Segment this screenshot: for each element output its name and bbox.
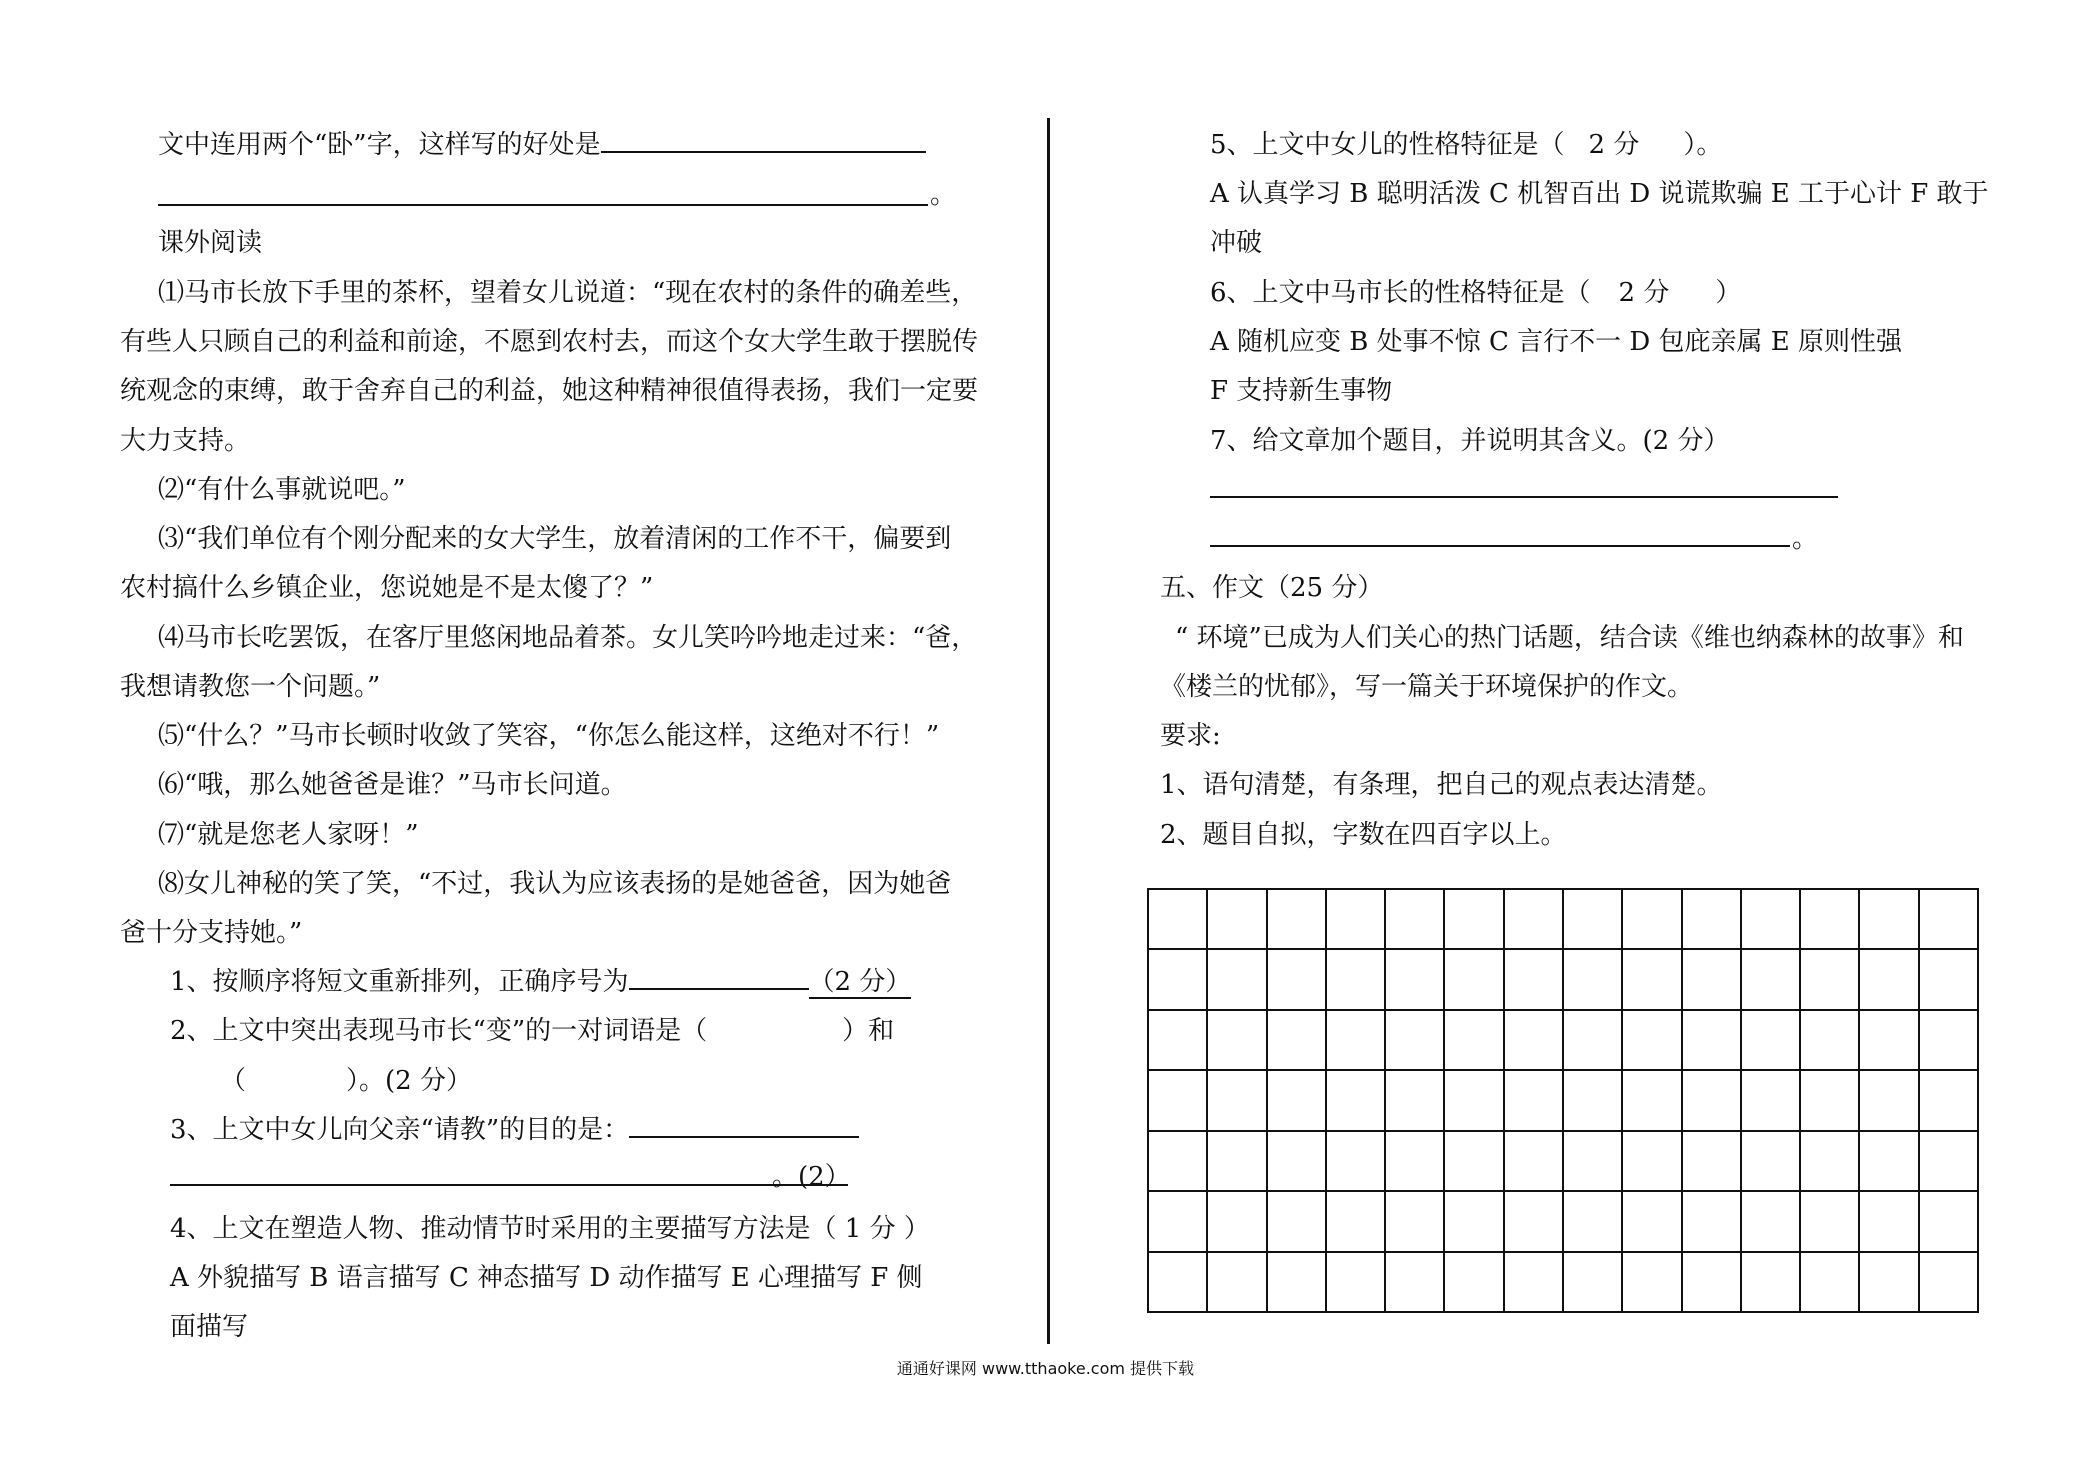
grid-cell: [1860, 890, 1919, 950]
grid-cell: [1742, 890, 1801, 950]
column-divider: [1047, 118, 1050, 1344]
grid-cell: [1208, 1132, 1267, 1192]
left-line-1: 文中连用两个“卧”字，这样写的好处是: [158, 128, 926, 162]
requirements-label: 要求:: [1160, 721, 1221, 751]
grid-cell: [1386, 1253, 1445, 1313]
grid-cell: [1683, 1071, 1742, 1131]
grid-cell: [1683, 890, 1742, 950]
answer-blank: [629, 1114, 859, 1138]
grid-cell: [1860, 1132, 1919, 1192]
grid-cell: [1801, 890, 1860, 950]
grid-cell: [1564, 1011, 1623, 1071]
question-5: 5、上文中女儿的性格特征是（ 2 分 ）。: [1210, 130, 1723, 160]
grid-cell: [1920, 890, 1979, 950]
grid-cell: [1149, 1132, 1208, 1192]
section-extracurricular-reading: 课外阅读: [158, 228, 263, 258]
grid-cell: [1623, 1132, 1682, 1192]
passage-p4-b: 我想请教您一个问题。”: [120, 672, 381, 702]
grid-cell: [1742, 1192, 1801, 1252]
grid-cell: [1505, 1253, 1564, 1313]
grid-cell: [1386, 1011, 1445, 1071]
question-5-options-cont: 冲破: [1210, 228, 1263, 258]
question-4-options-cont: 面描写: [170, 1312, 249, 1342]
grid-cell: [1623, 890, 1682, 950]
question-6-options-cont: F 支持新生事物: [1210, 376, 1393, 406]
answer-blank: [170, 1184, 848, 1186]
grid-cell: [1268, 1192, 1327, 1252]
passage-p5: ⑸“什么？”马市长顿时收敛了笑容，“你怎么能这样，这绝对不行！”: [158, 721, 940, 751]
grid-cell: [1505, 1132, 1564, 1192]
grid-cell: [1920, 1132, 1979, 1192]
grid-cell: [1683, 1192, 1742, 1252]
grid-cell: [1386, 1071, 1445, 1131]
grid-cell: [1149, 1192, 1208, 1252]
grid-cell: [1208, 1192, 1267, 1252]
section-5-composition: 五、作文（25 分）: [1160, 573, 1384, 603]
grid-cell: [1208, 950, 1267, 1010]
question-2-cont: （ ）。(2 分）: [220, 1066, 472, 1096]
grid-cell: [1505, 950, 1564, 1010]
grid-cell: [1327, 1071, 1386, 1131]
passage-p8-a: ⑻女儿神秘的笑了笑，“不过，我认为应该表扬的是她爸爸，因为她爸: [158, 869, 952, 899]
composition-prompt-2: 《楼兰的忧郁》，写一篇关于环境保护的作文。: [1160, 672, 1694, 702]
grid-cell: [1505, 1011, 1564, 1071]
passage-p1-c: 统观念的束缚，敢于舍弃自己的利益，她这种精神很值得表扬，我们一定要: [120, 376, 979, 406]
grid-cell: [1505, 890, 1564, 950]
grid-cell: [1505, 1192, 1564, 1252]
question-7-end: 。: [1792, 524, 1819, 554]
grid-cell: [1920, 1011, 1979, 1071]
grid-cell: [1327, 950, 1386, 1010]
grid-cell: [1445, 1253, 1504, 1313]
question-6-options: A 随机应变 B 处事不惊 C 言行不一 D 包庇亲属 E 原则性强: [1210, 327, 1902, 357]
grid-cell: [1327, 1253, 1386, 1313]
question-1: 1、按顺序将短文重新排列，正确序号为 （2 分）: [170, 967, 912, 997]
grid-cell: [1623, 1071, 1682, 1131]
grid-cell: [1505, 1071, 1564, 1131]
grid-cell: [1683, 1132, 1742, 1192]
question-3: 3、上文中女儿向父亲“请教”的目的是：: [170, 1113, 859, 1147]
grid-cell: [1327, 1011, 1386, 1071]
grid-cell: [1801, 1011, 1860, 1071]
grid-cell: [1920, 1192, 1979, 1252]
grid-cell: [1445, 1132, 1504, 1192]
grid-cell: [1564, 1192, 1623, 1252]
grid-cell: [1801, 950, 1860, 1010]
answer-blank: [601, 129, 926, 153]
composition-writing-grid: [1147, 888, 1979, 1313]
answer-blank: [629, 966, 809, 990]
grid-cell: [1742, 950, 1801, 1010]
question-6: 6、上文中马市长的性格特征是（ 2 分 ）: [1210, 278, 1742, 308]
grid-cell: [1860, 950, 1919, 1010]
grid-cell: [1683, 1253, 1742, 1313]
grid-cell: [1860, 1011, 1919, 1071]
grid-cell: [1386, 1192, 1445, 1252]
grid-cell: [1920, 950, 1979, 1010]
grid-cell: [1327, 1192, 1386, 1252]
passage-p6: ⑹“哦，那么她爸爸是谁？”马市长问道。: [158, 770, 627, 800]
grid-cell: [1564, 1132, 1623, 1192]
grid-cell: [1445, 1011, 1504, 1071]
passage-p1-b: 有些人只顾自己的利益和前途，不愿到农村去，而这个女大学生敢于摆脱传: [120, 327, 979, 357]
grid-cell: [1742, 1011, 1801, 1071]
passage-p3-a: ⑶“我们单位有个刚分配来的女大学生，放着清闲的工作不干，偏要到: [158, 524, 952, 554]
question-2: 2、上文中突出表现马市长“变”的一对词语是（ ）和: [170, 1016, 895, 1046]
grid-cell: [1268, 950, 1327, 1010]
grid-cell: [1801, 1253, 1860, 1313]
grid-cell: [1801, 1132, 1860, 1192]
grid-cell: [1386, 890, 1445, 950]
grid-cell: [1742, 1071, 1801, 1131]
grid-cell: [1208, 890, 1267, 950]
grid-cell: [1920, 1071, 1979, 1131]
grid-cell: [1801, 1071, 1860, 1131]
grid-cell: [1268, 1132, 1327, 1192]
grid-cell: [1683, 1011, 1742, 1071]
answer-blank: [158, 204, 928, 206]
grid-cell: [1149, 890, 1208, 950]
left-line-2-end: 。: [930, 180, 957, 210]
grid-cell: [1623, 1011, 1682, 1071]
question-7: 7、给文章加个题目，并说明其含义。(2 分）: [1210, 426, 1730, 456]
passage-p4-a: ⑷马市长吃罢饭，在客厅里悠闲地品着茶。女儿笑吟吟地走过来：“爸，: [158, 623, 978, 653]
requirement-2: 2、题目自拟，字数在四百字以上。: [1160, 820, 1567, 850]
footer-credit: 通通好课网 www.tthaoke.com 提供下载: [896, 1359, 1195, 1378]
grid-cell: [1268, 1071, 1327, 1131]
grid-cell: [1564, 1253, 1623, 1313]
grid-cell: [1445, 950, 1504, 1010]
grid-cell: [1268, 1011, 1327, 1071]
grid-cell: [1445, 1071, 1504, 1131]
passage-p8-b: 爸十分支持她。”: [120, 918, 303, 948]
requirement-1: 1、语句清楚，有条理，把自己的观点表达清楚。: [1160, 770, 1723, 800]
grid-cell: [1742, 1253, 1801, 1313]
grid-cell: [1149, 1071, 1208, 1131]
question-4-options: A 外貌描写 B 语言描写 C 神态描写 D 动作描写 E 心理描写 F 侧: [170, 1263, 923, 1293]
grid-cell: [1149, 1253, 1208, 1313]
passage-p1-d: 大力支持。: [120, 426, 251, 456]
passage-p7: ⑺“就是您老人家呀！”: [158, 820, 419, 850]
question-4: 4、上文在塑造人物、推动情节时采用的主要描写方法是（ 1 分 ）: [170, 1214, 930, 1244]
grid-cell: [1208, 1253, 1267, 1313]
grid-cell: [1386, 1132, 1445, 1192]
grid-cell: [1268, 1253, 1327, 1313]
grid-cell: [1327, 1132, 1386, 1192]
grid-cell: [1564, 890, 1623, 950]
grid-cell: [1445, 1192, 1504, 1252]
grid-cell: [1860, 1192, 1919, 1252]
grid-cell: [1149, 1011, 1208, 1071]
grid-cell: [1683, 950, 1742, 1010]
passage-p3-b: 农村搞什么乡镇企业，您说她是不是太傻了？”: [120, 573, 654, 603]
grid-cell: [1208, 1011, 1267, 1071]
answer-blank: [1210, 496, 1838, 498]
composition-prompt-1: “ 环境”已成为人们关心的热门话题，结合读《维也纳森林的故事》和: [1175, 623, 1964, 653]
grid-cell: [1445, 890, 1504, 950]
grid-cell: [1860, 1253, 1919, 1313]
grid-cell: [1920, 1253, 1979, 1313]
grid-cell: [1149, 950, 1208, 1010]
grid-cell: [1801, 1192, 1860, 1252]
grid-cell: [1564, 950, 1623, 1010]
grid-cell: [1860, 1071, 1919, 1131]
grid-cell: [1623, 950, 1682, 1010]
passage-p1-a: ⑴马市长放下手里的茶杯，望着女儿说道：“现在农村的条件的确差些，: [158, 278, 978, 308]
grid-cell: [1623, 1192, 1682, 1252]
grid-cell: [1742, 1132, 1801, 1192]
grid-cell: [1564, 1071, 1623, 1131]
grid-cell: [1208, 1071, 1267, 1131]
grid-cell: [1327, 890, 1386, 950]
answer-blank: [1210, 545, 1790, 547]
question-5-options: A 认真学习 B 聪明活泼 C 机智百出 D 说谎欺骗 E 工于心计 F 敢于: [1210, 179, 1989, 209]
grid-cell: [1623, 1253, 1682, 1313]
grid-cell: [1386, 950, 1445, 1010]
passage-p2: ⑵“有什么事就说吧。”: [158, 475, 406, 505]
question-3-end: 。(2）: [772, 1162, 851, 1192]
grid-cell: [1268, 890, 1327, 950]
